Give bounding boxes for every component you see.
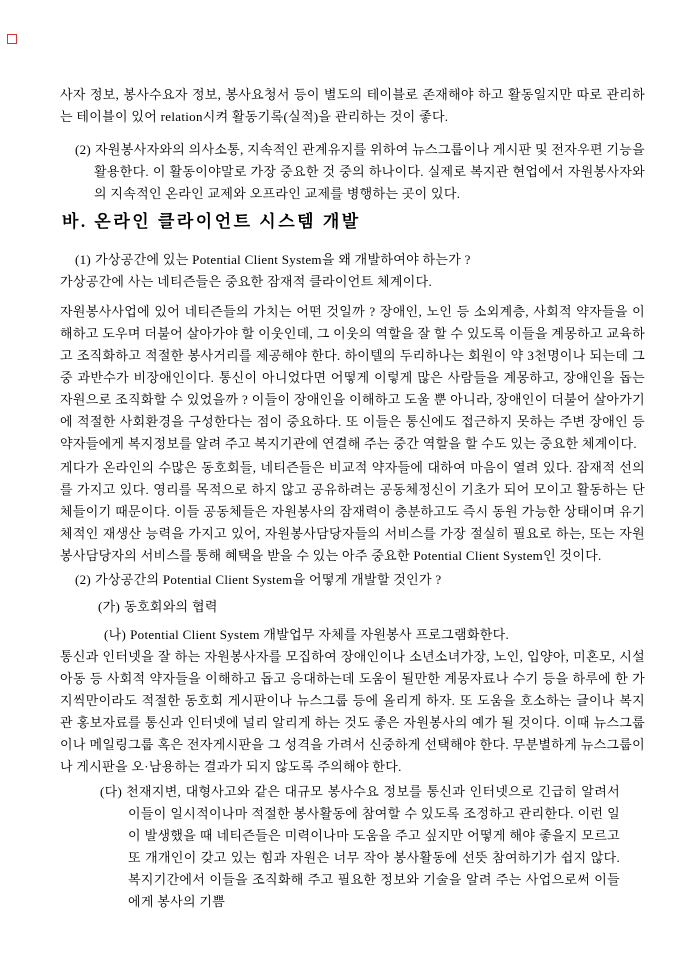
list-item-q1-why-develop (60, 249, 645, 271)
section-heading-online-client-system: 바. 온라인 클라이언트 시스템 개발 (62, 212, 361, 231)
list-marker-da: (다) (100, 784, 123, 799)
list-item-q2-how-develop (60, 569, 645, 591)
paragraph-netizens-potential-client: 가상공간에 사는 네티즌들은 중요한 잠재적 클라이언트 체계이다. (60, 274, 433, 289)
list-marker-q2: (2) (75, 572, 92, 587)
paragraph-recruit-volunteers: 통신과 인터넷을 잘 하는 자원봉사자를 모집하여 장애인이나 소년소녀가장, 노인, 입양아, 미혼모, 시설아동 등 사회적 약자들을 이해하고 돕고 응대하는데 도움이 될만한 계몽자료나 수기 등을 하루에 한 가지씩만이라도 적절한 동호회 게시판이나 뉴스그룹 등에 올리게 하자. 또 도움을 호소하는 글이나 복지관 홍보자료를 통신과 인터넷에 널리 알리게 하는 것도 좋은 자원봉사의 예가 될 것이다. 이때 뉴스그룹이나 메일링그룹 혹은 전자게시판을 그 성격을 가려서 신중하게 선택해야 한다. 무분별하게 뉴스그룹이나 게시판을 오·남용하는 결과가 되지 않도록 주의해야 한다. (60, 649, 645, 774)
list-item-q1-text: 가상공간에 있는 Potential Client System을 왜 개발하여야 하는가 ? (95, 252, 471, 267)
missing-image-icon (7, 34, 17, 44)
list-marker-q1: (1) (75, 252, 92, 267)
list-item-na-volunteer-programization (104, 624, 645, 646)
list-item-ga-club-cooperation (98, 596, 645, 618)
list-item-2-communication (60, 139, 645, 205)
list-item-q2-text: 가상공간의 Potential Client System을 어떻게 개발할 것인가 ? (95, 572, 442, 587)
list-item-da-text: 천재지변, 대형사고와 같은 대규모 봉사수요 정보를 통신과 인터넷으로 긴급히 알려서 이들이 일시적이나마 적절한 봉사활동에 참여할 수 있도록 조정하고 관리한다. 이런 일이 발생했을 때 네티즌들은 미력이나마 도움을 주고 싶지만 어떻게 해야 좋을지 모르고 또 개개인이 갖고 있는 힘과 자원은 너무 작아 봉사활동에 선뜻 참여하기가 쉽지 않다. 복지기간에서 이들을 조직화해 주고 필요한 정보와 기술을 알려 주는 사업으로써 이들에게 봉사의 기쁨 (126, 784, 620, 909)
list-item-na-text: Potential Client System 개발업무 자체를 자원봉사 프로그램화한다. (130, 627, 509, 642)
list-marker-na: (나) (104, 627, 127, 642)
list-item-da-disaster-info (60, 781, 620, 913)
paragraph-netizen-value: 자원봉사사업에 있어 네티즌들의 가치는 어떤 것일까 ? 장애인, 노인 등 소외계층, 사회적 약자들을 이해하고 도우며 더불어 살아가야 할 이웃인데, 그 이웃의 역할을 잘 할 수 있도록 이들을 계몽하고 교육하고 조직화하고 적절한 봉사거리를 제공해야 한다. 하이텔의 두리하나는 회원이 약 3천명이나 되는데 그중 과반수가 비장애인이다. 통신이 아니었다면 어떻게 이렇게 많은 사람들을 계몽하고, 장애인을 돕는 자원으로 조직화할 수 있었을까 ? 이들이 장애인을 이해하고 도울 뿐 아니라, 장애인이 더불어 살아가기에 적절한 사회환경을 구성한다는 점이 중요하다. 또 이들은 통신에도 접근하지 못하는 주변 장애인 등 약자들에게 복지정보를 알려 주고 복지기관에 연결해 주는 중간 역할을 할 수도 있는 중요한 체계이다. (60, 304, 645, 451)
list-marker-ga: (가) (98, 599, 121, 614)
list-item-ga-text: 동호회와의 협력 (124, 599, 218, 614)
list-marker-2: (2) (75, 142, 92, 157)
paragraph-tables-relation: 사자 정보, 봉사수요자 정보, 봉사요청서 등이 별도의 테이블로 존재해야 하고 활동일지만 따로 관리하는 테이블이 있어 relation시켜 활동기록(실적)을 관리하는 것이 좋다. (60, 87, 645, 124)
paragraph-online-communities: 게다가 온라인의 수많은 동호회들, 네티즌들은 비교적 약자들에 대하여 마음이 열려 있다. 잠재적 선의를 가지고 있다. 영리를 목적으로 하지 않고 공유하려는 공동체정신이 기초가 되어 모이고 활동하는 단체들이기 때문이다. 이들 공동체들은 자원봉사의 잠재력이 충분하고도 즉시 동원 가능한 상태이며 유기체적인 재생산 능력을 가지고 있어, 자원봉사담당자들의 서비스를 가장 절실히 필요로 하는, 또는 자원봉사담당자의 서비스를 통해 혜택을 받을 수 있는 아주 중요한 Potential Client System인 것이다. (60, 460, 645, 563)
list-item-2-text: 자원봉사자와의 의사소통, 지속적인 관계유지를 위하여 뉴스그룹이나 게시판 및 전자우편 기능을 활용한다. 이 활동이야말로 가장 중요한 것 중의 하나이다. 실제로 복지관 현업에서 자원봉사자와의 지속적인 온라인 교제와 오프라인 교제를 병행하는 곳이 있다. (94, 142, 645, 201)
